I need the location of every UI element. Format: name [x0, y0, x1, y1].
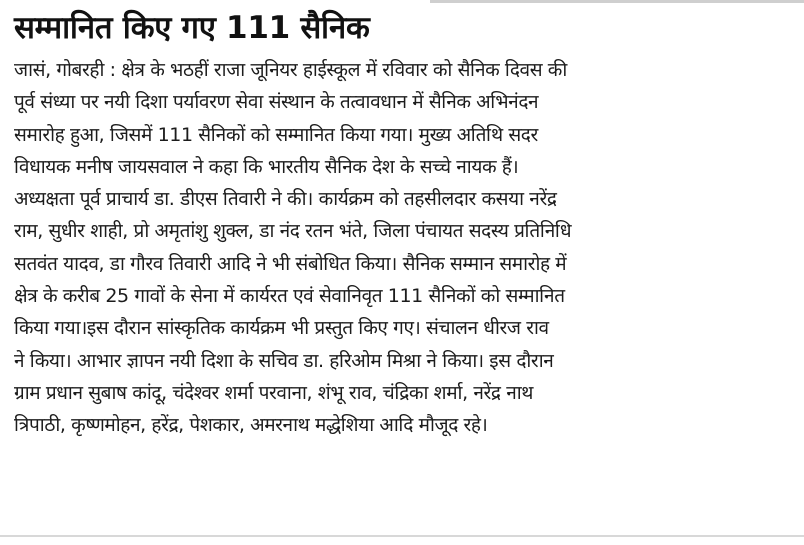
- article-headline: सम्मानित किए गए 111 सैनिक: [14, 10, 370, 46]
- article-line: त्रिपाठी, कृष्णमोहन, हरेंद्र, पेशकार, अमरनाथ मद्धेशिया आदि मौजूद रहे।: [14, 414, 488, 437]
- article-line: समारोह हुआ, जिसमें 111 सैनिकों को सम्मानित किया गया। मुख्य अतिथि सदर: [14, 123, 538, 146]
- article-line: सतवंत यादव, डा गौरव तिवारी आदि ने भी संबोधित किया। सैनिक सम्मान समारोह में: [14, 252, 567, 275]
- article-line: राम, सुधीर शाही, प्रो अमृतांशु शुक्ल, डा नंद रतन भंते, जिला पंचायत सदस्य प्रतिनिधि: [14, 220, 572, 243]
- article-line: अध्यक्षता पूर्व प्राचार्य डा. डीएस तिवारी ने की। कार्यक्रम को तहसीलदार कसया नरेंद्र: [14, 188, 557, 211]
- article-line: जासं, गोबरही : क्षेत्र के भठहीं राजा जूनियर हाईस्कूल में रविवार को सैनिक दिवस की: [14, 59, 567, 81]
- article-line: क्षेत्र के करीब 25 गावों के सेना में कार्यरत एवं सेवानिवृत 111 सैनिकों को सम्मानित: [14, 285, 565, 308]
- top-divider: [430, 0, 804, 3]
- article-line: किया गया।इस दौरान सांस्कृतिक कार्यक्रम भी प्रस्तुत किए गए। संचालन धीरज राव: [14, 317, 549, 340]
- article-line: ग्राम प्रधान सुबाष कांदू, चंदेश्वर शर्मा परवाना, शंभू राव, चंद्रिका शर्मा, नरेंद्र नाथ: [14, 381, 534, 404]
- news-article: [14, 6, 794, 442]
- article-line: पूर्व संध्या पर नयी दिशा पर्यावरण सेवा संस्थान के तत्वावधान में सैनिक अभिनंदन: [14, 91, 539, 114]
- article-line: विधायक मनीष जायसवाल ने कहा कि भारतीय सैनिक देश के सच्चे नायक हैं।: [14, 155, 519, 178]
- article-body: [14, 54, 794, 442]
- bottom-divider: [0, 535, 804, 537]
- article-line: ने किया। आभार ज्ञापन नयी दिशा के सचिव डा. हरिओम मिश्रा ने किया। इस दौरान: [14, 349, 554, 372]
